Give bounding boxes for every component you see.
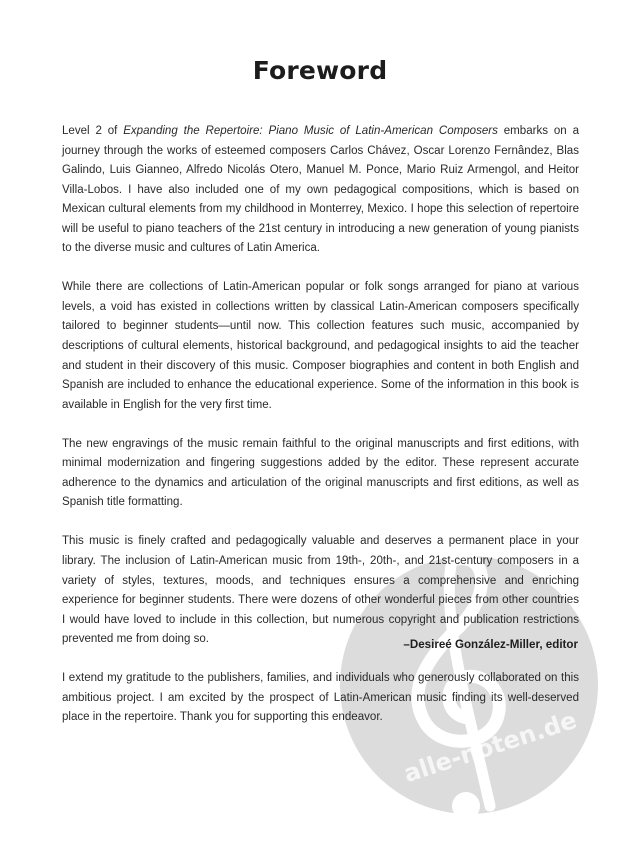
book-title: Expanding the Repertoire: Piano Music of Latin-American Composers bbox=[123, 125, 498, 137]
signature: –Desireé González-Miller, editor bbox=[403, 638, 578, 651]
paragraph-1-rest: embarks on a journey through the works of esteemed composers Carlos Chávez, Oscar Lorenzo Fernândez, Blas Galindo, Luis Gianneo, Alfredo Nicolás Otero, Manuel M. Ponce, Mario Ruiz Armengol, and Heitor Villa-Lobos. I have also included one of my own pedagogical compositions, which is based on Mexican cultural elements from my childhood in Monterrey, Mexico. I hope this selection of repertoire will be useful to piano teachers of the 21st century in introducing a new generation of young pianists to the diverse music and cultures of Latin America. bbox=[62, 125, 579, 255]
paragraph-2: While there are collections of Latin-American popular or folk songs arranged for piano at various levels, a void has existed in collections written by classical Latin-American composers specifically tailored to beginner students—until now. This collection features such music, accompanied by descriptions of cultural elements, historical background, and pedagogical insights to aid the teacher and student in their discovery of this music. Composer biographies and content in both English and Spanish are included to enhance the educational experience. Some of the information in this book is available in English for the very first time. bbox=[62, 281, 579, 411]
paragraph-1 bbox=[62, 122, 579, 259]
page-title: Foreword bbox=[252, 56, 388, 85]
foreword-body bbox=[62, 122, 579, 748]
paragraph-4: This music is finely crafted and pedagogically valuable and deserves a permanent place in your library. The inclusion of Latin-American music from 19th-, 20th-, and 21st-century composers in a variety of styles, textures, moods, and techniques ensures a comprehensive and enriching experience for beginner students. There were dozens of other wonderful pieces from other countries I would have loved to include in this collection, but numerous copyright and publication restrictions prevented me from doing so. bbox=[62, 535, 579, 646]
paragraph-1-lead: Level 2 of bbox=[62, 125, 124, 137]
paragraph-5: I extend my gratitude to the publishers, families, and individuals who generously collaborated on this ambitious project. I am excited by the prospect of Latin-American music finding its well-deserved place in the repertoire. Thank you for supporting this endeavor. bbox=[62, 672, 579, 724]
watermark-text: alle-noten.de bbox=[400, 705, 581, 789]
paragraph-3: The new engravings of the music remain faithful to the original manuscripts and first editions, with minimal modernization and fingering suggestions added by the editor. These represent accurate adherence to the dynamics and articulation of the original manuscripts and first editions, as well as Spanish title formatting. bbox=[62, 437, 579, 509]
